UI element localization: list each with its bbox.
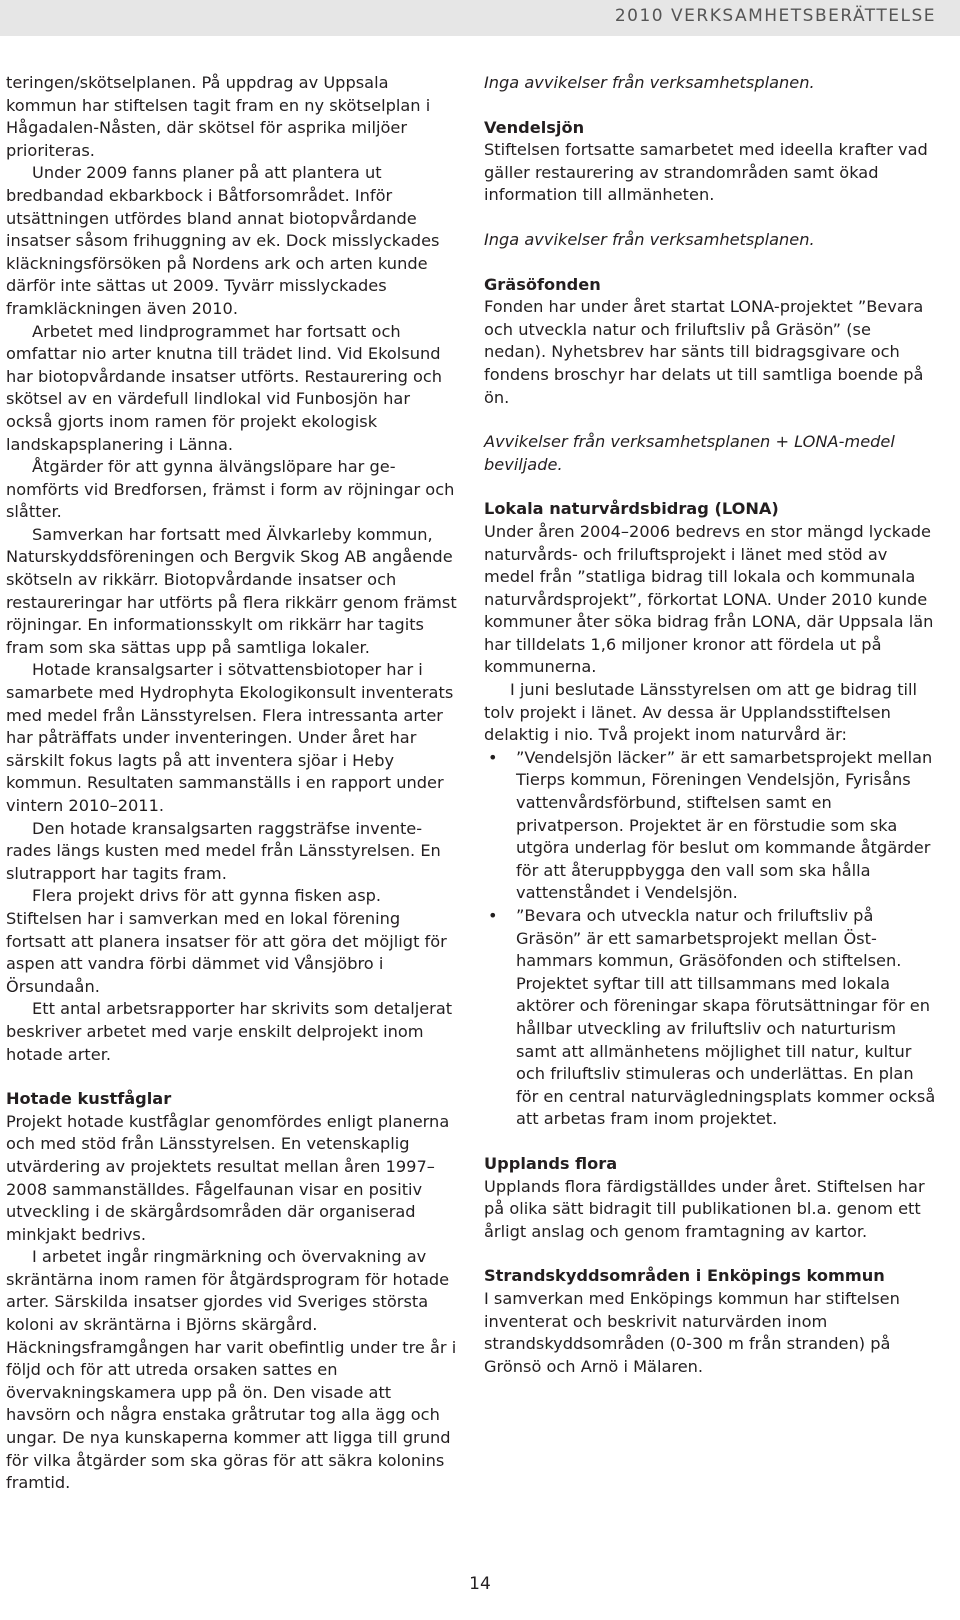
deviation-note: Inga avvikelser från verksamhetsplanen. [484,229,815,249]
list-item: • ”Vendelsjön läcker” är ett samarbetsprojekt mellan Tierps kommun, Föreningen Vendelsjön, Fyrisåns vattenvårdsförbund, stiftelsen samt en privatperson. Projektet är en förstudie som ska utgöra underlag för beslut om kommande åtgärder för att återuppbygga den vall som ska hålla vattenståndet i Vendelsjön. [484,747,938,905]
paragraph: Stiftelsen fortsatte samarbetet med ideella krafter vad gäller restaurering av strandområden samt ökad information till allmänheten. [484,140,928,205]
paragraph: teringen/skötselplanen. På uppdrag av Uppsala kommun har stiftelsen tagit fram en ny skötselplan i Hågadalen-Nåsten, där skötsel för asprika miljöer prioriteras. [6,73,431,160]
paragraph: Hotade kransalgsarter i sötvattensbiotoper har i samarbete med Hydrophyta Ekologikonsult inventerats med medel från Länsstyrelsen. Flera intressanta arter har påträffats under inventeringen. Under året har särskilt fokus lagts på att inventera sjöar i Heby kommun. Resultaten sammanställs i en rapport under vintern 2010–2011. [6,660,454,815]
section-heading-strandskydd: Strandskyddsområden i Enköpings kommun [484,1266,885,1286]
section-heading-hotade-kustfaglar: Hotade kustfåglar [6,1089,172,1109]
header-title: 2010 VERKSAMHETSBERÄTTELSE [614,6,936,26]
paragraph: Samverkan har fortsatt med Älvkarleby kommun, Naturskyddsföreningen och Bergvik Skog AB angående skötseln av rikkärr. Biotopvårdande insatser och restaureringar har utförts på flera rikkärr genom främst röjningar. En informationsskylt om rikkärr har tagits fram som ska sättas upp på samtliga lokaler. [6,524,457,657]
section-heading-vendelsjon: Vendelsjön [484,117,585,137]
paragraph: Ett antal arbetsrapporter har skrivits som detaljerat beskriver arbetet med varje enskilt delprojekt inom hotade arter. [6,999,453,1064]
paragraph: Under åren 2004–2006 bedrevs en stor mängd lyckade naturvårds- och friluftsprojekt i länet med stöd av medel från ”statliga bidrag till lokala och kommunala naturvårdsprojekt”, förkortat LONA. Under 2010 kunde kommuner åter söka bidrag från LONA, där Uppsala län har tilldelats 1,6 miljoner kronor att fördela ut på kommunerna. [484,521,934,677]
deviation-note: Inga avvikelser från verksamhetsplanen. [484,73,815,92]
paragraph: Under 2009 fanns planer på att plantera ut bredbandad ekbarkbock i Båtforsområdet. Inför utsättningen utfördes bland annat biotopvårdande insatser såsom frihuggning av ek. Dock misslyckades kläckningsförsöken på Nordens ark och arten kunde därför inte sättas ut 2009. Tyvärr misslyckades framkläckningen även 2010. [6,163,440,318]
paragraph: I arbetet ingår ringmärkning och övervakning av skräntärna inom ramen för åtgärdsprogram för hotade arter. Särskilda insatser gjordes vid Sveriges största koloni av skräntärna i Björns skärgård. Häckningsframgången har varit obefintlig under tre år i följd och för att utreda orsaken sattes en övervakningskamera upp på ön. Den visade att havsörn och några enstaka gråtrutar tog alla ägg och ungar. De nya kunskaperna kommer att ligga till grund för vilka åtgärder som ska göras för att säkra kolonins framtid. [6,1247,457,1493]
list-item: • ”Bevara och utveckla natur och friluftsliv på Gräsön” är ett samarbetsprojekt mellan Östhammars kommun, Gräsöfonden och stiftelsen. Projektet syftar till att tillsammans med lokala aktörer och föreningar skapa förutsättningar för en hållbar utveckling av friluftsliv och naturturism samt att allmänhetens möjlighet till natur, kultur och friluftsliv stimuleras och underlättas. En plan för en central naturvägledningsplats kommer också att arbetas fram inom projektet. [484,905,938,1131]
paragraph: Arbetet med lindprogrammet har fortsatt och omfattar nio arter knutna till trädet lind. Vid Ekolsund har biotopvårdande insatser utförts. Restaurering och skötsel av en värdefull lindlokal vid Funbosjön har också gjorts inom ramen för projekt ekologisk landskapsplanering i Länna. [6,321,443,454]
project-list [484,747,938,1131]
section-heading-grasofonden: Gräsöfonden [484,274,601,294]
page-number: 14 [469,1574,491,1594]
paragraph: Upplands flora färdigställdes under året. Stiftelsen har på olika sätt bidragit till publikationen bl.a. genom ett årligt anslag och genom framtagning av kartor. [484,1176,925,1241]
paragraph: Åtgärder för att gynna älvängslöpare har genomförts vid Bredforsen, främst i form av röjningar och slåtter. [6,457,455,522]
paragraph: I juni beslutade Länsstyrelsen om att ge bidrag till tolv projekt i länet. Av dessa är Upplandsstiftelsen delaktig i nio. Två projekt inom naturvård är: [484,680,918,745]
section-heading-upplands-flora: Upplands flora [484,1153,618,1173]
left-column [6,72,458,1495]
paragraph: Projekt hotade kustfåglar genomfördes enligt planerna och med stöd från Länsstyrelsen. En vetenskaplig utvärdering av projektets resultat mellan åren 1997–2008 sammanställdes. Fågelfaunan visar en positiv utveckling i de skärgårdsområden där organiserad minkjakt bedrivs. [6,1111,450,1244]
paragraph: I samverkan med Enköpings kommun har stiftelsen inventerat och beskrivit naturvärden inom strandskyddsområden (0-300 m från stranden) på Grönsö och Arnö i Mälaren. [484,1288,900,1376]
deviation-note: Avvikelser från verksamhetsplanen + LONA-medel beviljade. [484,432,895,474]
page-header [0,0,960,36]
paragraph: Fonden har under året startat LONA-projektet ”Bevara och utveckla natur och friluftsliv på Gräsön” (se nedan). Nyhetsbrev har sänts till bidragsgivare och fondens broschyr har delats ut till samtliga boende på ön. [484,297,924,407]
section-heading-lona: Lokala naturvårdsbidrag (LONA) [484,499,779,519]
paragraph: Flera projekt drivs för att gynna fisken asp. Stiftelsen har i samverkan med en lokal förening fortsatt att planera insatser för att göra det möjligt för aspen att vandra förbi dämmet vid Vånsjöbro i Örsundaån. [6,886,447,996]
paragraph: Den hotade kransalgsarten raggsträfse inventerades längs kusten med medel från Länsstyrelsen. En slutrapport har tagits fram. [6,818,441,883]
right-column [484,72,938,1378]
